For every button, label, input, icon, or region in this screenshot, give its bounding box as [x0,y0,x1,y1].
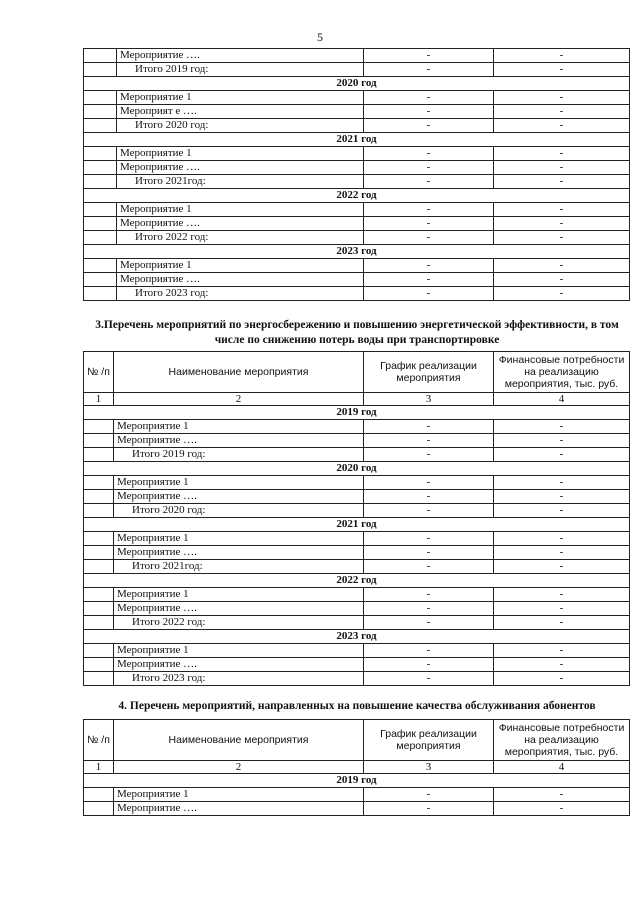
num-cell [84,259,117,273]
finance-cell: - [494,119,630,133]
table-row [84,203,630,217]
num-cell [84,63,117,77]
schedule-cell: - [364,476,494,490]
finance-cell: - [494,476,630,490]
year-row [84,462,630,476]
schedule-cell: - [364,217,494,231]
num-cell [84,476,114,490]
header-number: № /п [84,720,114,761]
num-cell [84,490,114,504]
activity-name: Мероприятие 1 [117,203,364,217]
schedule-cell: - [364,175,494,189]
activity-name: Мероприятие …. [117,49,364,63]
finance-cell: - [494,802,630,816]
header-activity-name: Наименование мероприятия [114,720,364,761]
schedule-cell: - [364,788,494,802]
year-row [84,245,630,259]
finance-cell: - [494,490,630,504]
total-label: Итого 2021год: [114,560,364,574]
schedule-cell: - [364,560,494,574]
schedule-cell: - [364,105,494,119]
finance-cell: - [494,161,630,175]
num-cell [84,231,117,245]
schedule-cell: - [364,273,494,287]
year-row [84,518,630,532]
schedule-cell: - [364,490,494,504]
num-cell [84,788,114,802]
finance-cell: - [494,259,630,273]
num-cell [84,644,114,658]
column-number: 3 [364,393,494,406]
activity-name: Мероприятие …. [117,161,364,175]
table-row [84,504,630,518]
year-row [84,774,630,788]
table-row [84,602,630,616]
column-number-row [84,761,630,774]
year-heading: 2023 год [84,630,630,644]
table-continuation [83,48,630,301]
year-row [84,77,630,91]
year-heading: 2021 год [84,518,630,532]
table-row [84,273,630,287]
num-cell [84,658,114,672]
schedule-cell: - [364,616,494,630]
schedule-cell: - [364,546,494,560]
schedule-cell: - [364,119,494,133]
num-cell [84,448,114,462]
activity-name: Мероприятие 1 [117,147,364,161]
num-cell [84,672,114,686]
table-row [84,658,630,672]
section-4-title: 4. Перечень мероприятий, направленных на повышение качества обслуживания абонентов [118,700,596,712]
table-row [84,434,630,448]
schedule-cell: - [364,63,494,77]
year-heading: 2022 год [84,189,630,203]
table-row [84,259,630,273]
total-label: Итого 2019 год: [117,63,364,77]
finance-cell: - [494,560,630,574]
finance-cell: - [494,504,630,518]
total-label: Итого 2022 год: [117,231,364,245]
year-heading: 2019 год [84,406,630,420]
section-3-title: 3.Перечень мероприятий по энергосбережению и повышению энергетической эффективности, в том числе по снижению потерь воды при транспортировке [95,319,619,346]
activity-name: Мероприят е …. [117,105,364,119]
activity-name: Мероприятие …. [114,602,364,616]
column-number: 2 [114,393,364,406]
column-number: 2 [114,761,364,774]
table-row [84,560,630,574]
table-row [84,802,630,816]
finance-cell: - [494,91,630,105]
table-row [84,119,630,133]
header-finance: Финансовые потребности на реализацию мероприятия, тыс. руб. [494,720,630,761]
table-row [84,49,630,63]
finance-cell: - [494,105,630,119]
finance-cell: - [494,273,630,287]
num-cell [84,119,117,133]
table-row [84,644,630,658]
table-header-row [84,720,630,761]
num-cell [84,105,117,119]
header-number: № /п [84,352,114,393]
table-row [84,672,630,686]
schedule-cell: - [364,259,494,273]
activity-name: Мероприятие …. [117,273,364,287]
num-cell [84,175,117,189]
finance-cell: - [494,644,630,658]
total-label: Итого 2022 год: [114,616,364,630]
schedule-cell: - [364,434,494,448]
finance-cell: - [494,203,630,217]
finance-cell: - [494,602,630,616]
column-number-row [84,393,630,406]
table-row [84,448,630,462]
total-label: Итого 2021год: [117,175,364,189]
table-row [84,161,630,175]
num-cell [84,616,114,630]
year-heading: 2021 год [84,133,630,147]
finance-cell: - [494,147,630,161]
num-cell [84,91,117,105]
schedule-cell: - [364,49,494,63]
table-row [84,63,630,77]
activity-name: Мероприятие …. [114,546,364,560]
activity-name: Мероприятие 1 [114,476,364,490]
schedule-cell: - [364,420,494,434]
table-row [84,546,630,560]
finance-cell: - [494,448,630,462]
year-heading: 2020 год [84,77,630,91]
year-row [84,406,630,420]
schedule-cell: - [364,203,494,217]
schedule-cell: - [364,588,494,602]
column-number: 4 [494,761,630,774]
schedule-cell: - [364,287,494,301]
num-cell [84,546,114,560]
finance-cell: - [494,217,630,231]
column-number: 1 [84,761,114,774]
total-label: Итого 2020 год: [114,504,364,518]
num-cell [84,273,117,287]
table-row [84,788,630,802]
table-row [84,147,630,161]
schedule-cell: - [364,602,494,616]
finance-cell: - [494,287,630,301]
table-row [84,476,630,490]
finance-cell: - [494,49,630,63]
activity-name: Мероприятие 1 [114,788,364,802]
table-row [84,490,630,504]
finance-cell: - [494,63,630,77]
num-cell [84,49,117,63]
table-row [84,287,630,301]
activity-name: Мероприятие 1 [117,259,364,273]
year-row [84,133,630,147]
total-label: Итого 2023 год: [117,287,364,301]
finance-cell: - [494,658,630,672]
total-label: Итого 2020 год: [117,119,364,133]
schedule-cell: - [364,91,494,105]
schedule-cell: - [364,161,494,175]
finance-cell: - [494,616,630,630]
activity-name: Мероприятие …. [117,217,364,231]
table-row [84,175,630,189]
schedule-cell: - [364,802,494,816]
table-row [84,616,630,630]
finance-cell: - [494,788,630,802]
schedule-cell: - [364,658,494,672]
finance-cell: - [494,532,630,546]
activity-name: Мероприятие 1 [114,420,364,434]
table-header-row [84,352,630,393]
activity-name: Мероприятие …. [114,434,364,448]
column-number: 1 [84,393,114,406]
column-number: 4 [494,393,630,406]
table-section-3 [83,351,630,686]
table-row [84,231,630,245]
year-heading: 2019 год [84,774,630,788]
table-row [84,217,630,231]
header-activity-name: Наименование мероприятия [114,352,364,393]
schedule-cell: - [364,147,494,161]
schedule-cell: - [364,231,494,245]
schedule-cell: - [364,532,494,546]
finance-cell: - [494,420,630,434]
schedule-cell: - [364,504,494,518]
column-number: 3 [364,761,494,774]
num-cell [84,203,117,217]
num-cell [84,602,114,616]
num-cell [84,420,114,434]
finance-cell: - [494,672,630,686]
finance-cell: - [494,434,630,448]
num-cell [84,147,117,161]
table-row [84,105,630,119]
total-label: Итого 2019 год: [114,448,364,462]
table-section-4 [83,719,630,816]
schedule-cell: - [364,644,494,658]
num-cell [84,434,114,448]
num-cell [84,287,117,301]
table-row [84,91,630,105]
header-schedule: График реализации мероприятия [364,352,494,393]
activity-name: Мероприятие 1 [114,588,364,602]
activity-name: Мероприятие 1 [114,532,364,546]
header-finance: Финансовые потребности на реализацию мероприятия, тыс. руб. [494,352,630,393]
num-cell [84,161,117,175]
activity-name: Мероприятие …. [114,658,364,672]
total-label: Итого 2023 год: [114,672,364,686]
num-cell [84,588,114,602]
table-row [84,588,630,602]
year-row [84,574,630,588]
num-cell [84,217,117,231]
table-row [84,532,630,546]
finance-cell: - [494,588,630,602]
finance-cell: - [494,546,630,560]
table-row [84,420,630,434]
header-schedule: График реализации мероприятия [364,720,494,761]
year-heading: 2023 год [84,245,630,259]
year-row [84,189,630,203]
num-cell [84,532,114,546]
num-cell [84,802,114,816]
activity-name: Мероприятие 1 [114,644,364,658]
year-heading: 2022 год [84,574,630,588]
num-cell [84,560,114,574]
year-row [84,630,630,644]
finance-cell: - [494,231,630,245]
finance-cell: - [494,175,630,189]
activity-name: Мероприятие 1 [117,91,364,105]
year-heading: 2020 год [84,462,630,476]
activity-name: Мероприятие …. [114,490,364,504]
schedule-cell: - [364,672,494,686]
page-number: 5 [317,30,323,44]
schedule-cell: - [364,448,494,462]
num-cell [84,504,114,518]
activity-name: Мероприятие …. [114,802,364,816]
